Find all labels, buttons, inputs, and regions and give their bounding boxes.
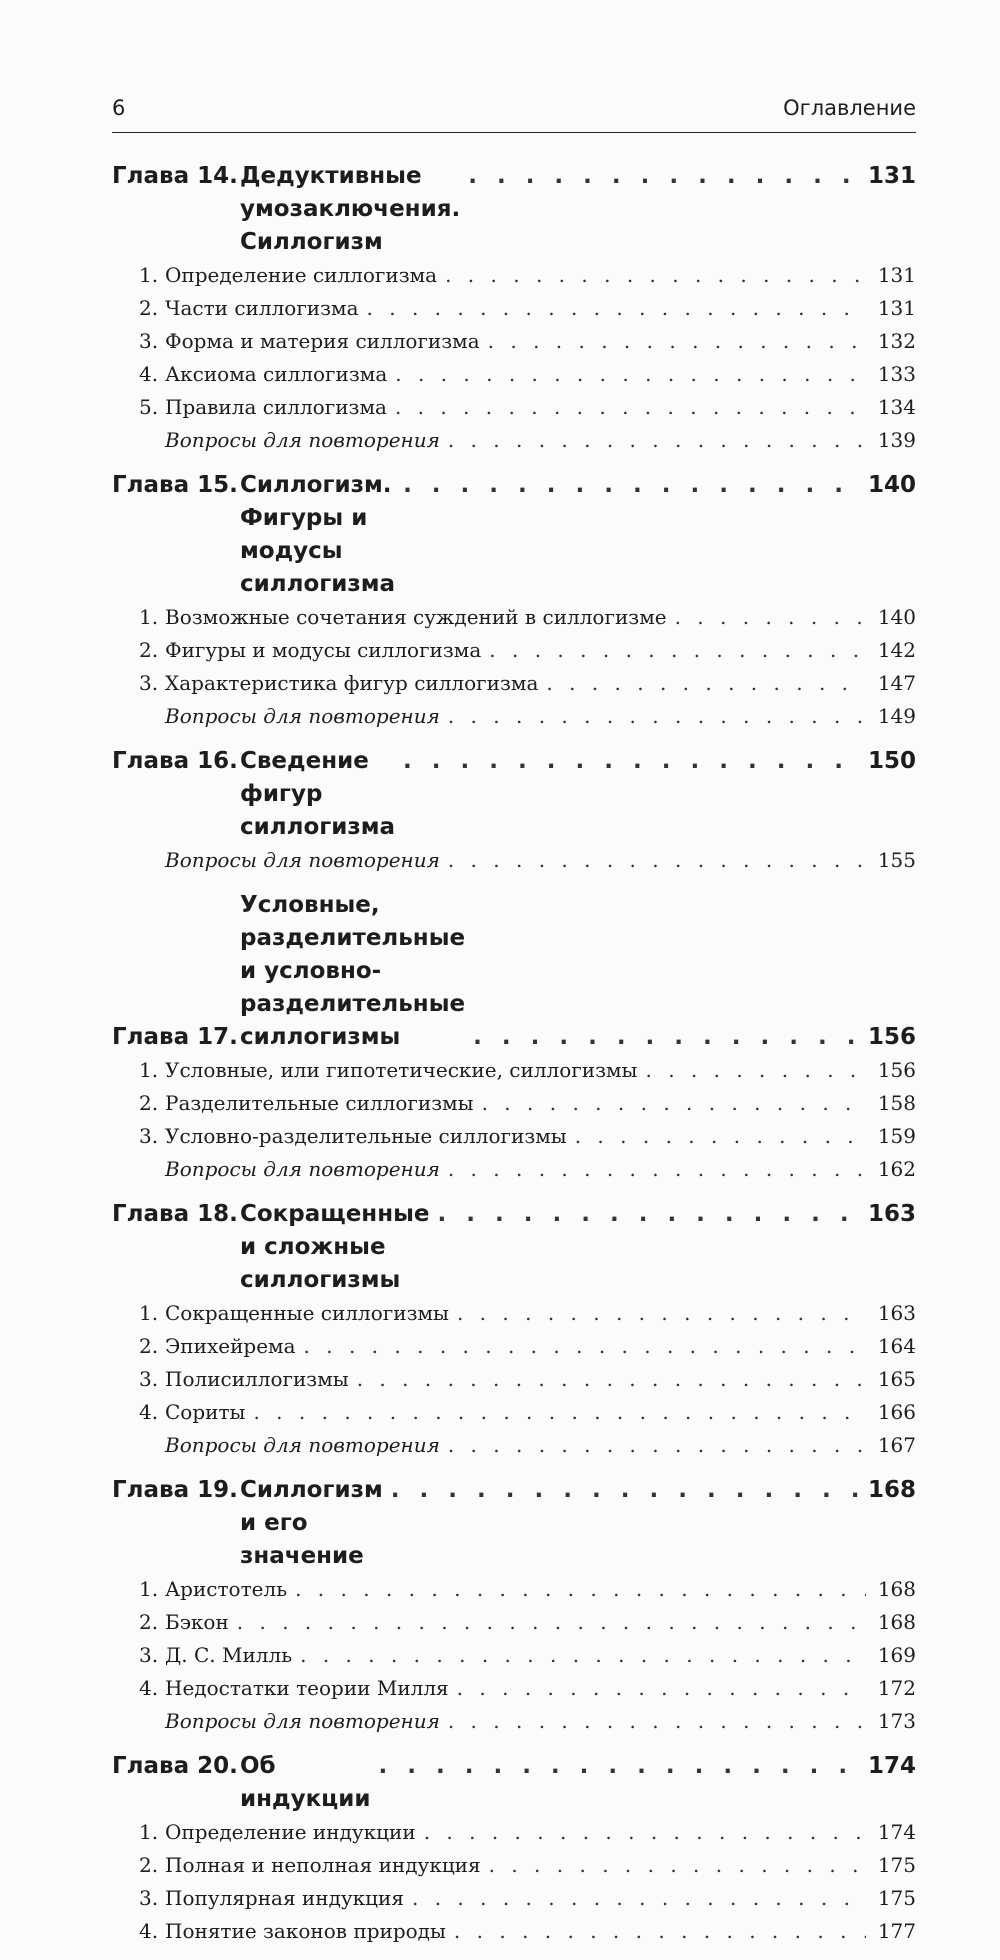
section-entry — [112, 1849, 916, 1882]
section-page-number: 142 — [877, 638, 916, 662]
chapter-heading — [112, 160, 916, 259]
chapter-section — [112, 1750, 916, 1948]
dot-leader — [367, 292, 866, 325]
dot-leader — [445, 259, 866, 292]
dot-leader — [645, 1054, 866, 1087]
section-entry — [112, 601, 916, 634]
section-title: Форма и материя силлогизма — [165, 329, 480, 353]
dot-leader — [482, 1087, 866, 1120]
chapter-section — [112, 1474, 916, 1738]
section-entry — [112, 634, 916, 667]
chapter-title: Сведение фигур силлогизма — [240, 748, 396, 840]
section-title: Определение индукции — [165, 1820, 416, 1844]
dot-leader — [403, 745, 858, 778]
section-title: Д. С. Милль — [165, 1643, 293, 1667]
section-title: Недостатки теории Милля — [165, 1676, 449, 1700]
chapter-number: Глава 14. — [112, 163, 238, 189]
section-page-number: 175 — [877, 1886, 916, 1910]
section-entry — [112, 1672, 916, 1705]
chapter-page-number: 140 — [867, 472, 916, 498]
chapter-section — [112, 745, 916, 877]
section-page-number: 164 — [877, 1334, 916, 1358]
review-questions-entry — [112, 1429, 916, 1462]
section-title: Понятие законов природы — [165, 1919, 446, 1943]
dot-leader — [448, 424, 866, 457]
section-title: Полная и неполная индукция — [165, 1853, 481, 1877]
section-title: Возможные сочетания суждений в силлогизме — [165, 605, 667, 629]
dot-leader — [489, 634, 866, 667]
chapter-title: Силлогизм. Фигуры и модусы силлогизма — [240, 472, 396, 597]
dot-leader — [237, 1606, 866, 1639]
section-entry — [112, 1639, 916, 1672]
section-page-number: 149 — [877, 704, 916, 728]
chapter-title-row — [240, 1198, 916, 1297]
section-page-number: 156 — [877, 1058, 916, 1082]
section-number: 2. — [139, 638, 159, 662]
section-number: 3. — [139, 1124, 159, 1148]
section-title: Популярная индукция — [165, 1886, 404, 1910]
section-entry — [112, 1915, 916, 1948]
section-page-number: 162 — [877, 1157, 916, 1181]
dot-leader — [437, 1198, 858, 1231]
section-page-number: 147 — [877, 671, 916, 695]
section-number: 1. — [139, 1301, 159, 1325]
section-entry — [112, 1054, 916, 1087]
section-page-number: 167 — [877, 1433, 916, 1457]
section-entry — [112, 391, 916, 424]
section-page-number: 168 — [877, 1577, 916, 1601]
section-number: 1. — [139, 605, 159, 629]
chapter-title: Об индукции — [240, 1753, 371, 1812]
chapter-page-number: 168 — [867, 1477, 916, 1503]
dot-leader — [575, 1120, 866, 1153]
dot-leader — [448, 1429, 866, 1462]
section-title: Характеристика фигур силлогизма — [165, 671, 539, 695]
review-questions-entry — [112, 700, 916, 733]
section-number: 2. — [139, 296, 159, 320]
dot-leader — [488, 325, 866, 358]
chapter-number: Глава 17. — [112, 1024, 238, 1050]
dot-leader — [457, 1297, 866, 1330]
section-title: Бэкон — [165, 1610, 229, 1634]
dot-leader — [295, 1573, 866, 1606]
section-number: 4. — [139, 362, 159, 386]
chapter-page-number: 174 — [867, 1753, 916, 1779]
chapter-number: Глава 16. — [112, 748, 238, 774]
review-questions-entry — [112, 844, 916, 877]
section-title: Вопросы для повторения — [165, 1709, 440, 1733]
dot-leader — [424, 1816, 866, 1849]
section-page-number: 155 — [877, 848, 916, 872]
chapter-title-row — [240, 1474, 916, 1573]
chapter-title: Силлогизм и его значение — [240, 1477, 383, 1569]
section-number: 2. — [139, 1091, 159, 1115]
section-entry — [112, 1882, 916, 1915]
review-questions-entry — [112, 424, 916, 457]
section-page-number: 169 — [877, 1643, 916, 1667]
section-page-number: 177 — [877, 1919, 916, 1943]
section-title: Определение силлогизма — [165, 263, 438, 287]
section-title: Вопросы для повторения — [165, 428, 440, 452]
dot-leader — [357, 1363, 866, 1396]
section-title: Условно-разделительные силлогизмы — [165, 1124, 567, 1148]
chapter-title: Сокращенные и сложные силлогизмы — [240, 1201, 430, 1293]
chapter-title: Условные, разделительные и условно-разделительные силлогизмы — [240, 892, 466, 1050]
section-page-number: 172 — [877, 1676, 916, 1700]
chapter-title-row — [240, 1750, 916, 1816]
section-entry — [112, 358, 916, 391]
section-number: 2. — [139, 1334, 159, 1358]
section-number: 4. — [139, 1400, 159, 1424]
section-entry — [112, 1816, 916, 1849]
section-entry — [112, 292, 916, 325]
dot-leader — [457, 1672, 866, 1705]
chapter-heading — [112, 469, 916, 601]
section-page-number: 158 — [877, 1091, 916, 1115]
dot-leader — [395, 358, 866, 391]
section-title: Разделительные силлогизмы — [165, 1091, 474, 1115]
running-title: Оглавление — [783, 96, 916, 120]
dot-leader — [489, 1849, 866, 1882]
table-of-contents — [112, 160, 916, 1960]
section-title: Вопросы для повторения — [165, 1157, 440, 1181]
chapter-heading — [112, 745, 916, 844]
section-entry — [112, 1363, 916, 1396]
dot-leader — [448, 1705, 866, 1738]
dot-leader — [473, 1021, 858, 1054]
chapter-page-number: 131 — [867, 163, 916, 189]
section-page-number: 139 — [877, 428, 916, 452]
section-page-number: 134 — [877, 395, 916, 419]
chapter-section — [112, 469, 916, 733]
section-title: Части силлогизма — [165, 296, 359, 320]
section-title: Сокращенные силлогизмы — [165, 1301, 449, 1325]
section-number: 3. — [139, 671, 159, 695]
dot-leader — [675, 601, 866, 634]
section-entry — [112, 1120, 916, 1153]
section-title: Сориты — [165, 1400, 246, 1424]
section-title: Полисиллогизмы — [165, 1367, 349, 1391]
section-entry — [112, 325, 916, 358]
dot-leader — [412, 1882, 866, 1915]
dot-leader — [448, 1153, 866, 1186]
dot-leader — [253, 1396, 866, 1429]
section-page-number: 173 — [877, 1709, 916, 1733]
section-entry — [112, 1297, 916, 1330]
chapter-page-number: 150 — [867, 748, 916, 774]
chapter-heading — [112, 889, 916, 1054]
chapter-page-number: 163 — [867, 1201, 916, 1227]
chapter-title-row — [240, 889, 916, 1054]
section-number: 1. — [139, 1820, 159, 1844]
section-entry — [112, 1396, 916, 1429]
section-number: 3. — [139, 1643, 159, 1667]
section-number: 3. — [139, 1367, 159, 1391]
chapter-number: Глава 19. — [112, 1477, 238, 1503]
section-number: 4. — [139, 1676, 159, 1700]
dot-leader — [304, 1330, 866, 1363]
chapter-heading — [112, 1474, 916, 1573]
chapter-number: Глава 18. — [112, 1201, 238, 1227]
section-number: 5. — [139, 395, 159, 419]
dot-leader — [454, 1915, 866, 1948]
section-number: 1. — [139, 263, 159, 287]
section-page-number: 131 — [877, 263, 916, 287]
dot-leader — [448, 844, 866, 877]
page-header — [112, 96, 916, 133]
section-page-number: 168 — [877, 1610, 916, 1634]
dot-leader — [468, 160, 858, 193]
section-page-number: 132 — [877, 329, 916, 353]
section-number: 2. — [139, 1610, 159, 1634]
chapter-title: Дедуктивные умозаключения. Силлогизм — [240, 163, 461, 255]
section-page-number: 166 — [877, 1400, 916, 1424]
section-page-number: 133 — [877, 362, 916, 386]
section-number: 2. — [139, 1853, 159, 1877]
chapter-heading — [112, 1198, 916, 1297]
section-title: Вопросы для повторения — [165, 704, 440, 728]
page-number: 6 — [112, 96, 126, 120]
section-title: Вопросы для повторения — [165, 1433, 440, 1457]
section-entry — [112, 1606, 916, 1639]
chapter-page-number: 156 — [867, 1024, 916, 1050]
section-title: Условные, или гипотетические, силлогизмы — [165, 1058, 638, 1082]
section-page-number: 140 — [877, 605, 916, 629]
section-number: 3. — [139, 329, 159, 353]
section-number: 3. — [139, 1886, 159, 1910]
section-title: Правила силлогизма — [165, 395, 387, 419]
dot-leader — [395, 391, 866, 424]
section-title: Аристотель — [165, 1577, 288, 1601]
chapter-section — [112, 1198, 916, 1462]
review-questions-entry — [112, 1153, 916, 1186]
section-page-number: 165 — [877, 1367, 916, 1391]
chapter-title-row — [240, 745, 916, 844]
chapter-number: Глава 20. — [112, 1753, 238, 1779]
section-entry — [112, 1330, 916, 1363]
dot-leader — [448, 700, 866, 733]
chapter-number: Глава 15. — [112, 472, 238, 498]
chapter-section — [112, 889, 916, 1186]
section-page-number: 159 — [877, 1124, 916, 1148]
dot-leader — [546, 667, 866, 700]
section-number: 1. — [139, 1577, 159, 1601]
section-page-number: 174 — [877, 1820, 916, 1844]
section-entry — [112, 667, 916, 700]
section-title: Аксиома силлогизма — [165, 362, 388, 386]
dot-leader — [378, 1750, 858, 1783]
dot-leader — [403, 469, 858, 502]
section-number: 4. — [139, 1919, 159, 1943]
chapter-title-row — [240, 469, 916, 601]
chapter-title-row — [240, 160, 916, 259]
review-questions-entry — [112, 1705, 916, 1738]
section-title: Эпихейрема — [165, 1334, 296, 1358]
section-entry — [112, 1087, 916, 1120]
section-title: Фигуры и модусы силлогизма — [165, 638, 482, 662]
dot-leader — [391, 1474, 858, 1507]
dot-leader — [300, 1639, 866, 1672]
section-title: Вопросы для повторения — [165, 848, 440, 872]
section-number: 1. — [139, 1058, 159, 1082]
chapter-heading — [112, 1750, 916, 1816]
section-page-number: 163 — [877, 1301, 916, 1325]
section-entry — [112, 259, 916, 292]
chapter-section — [112, 160, 916, 457]
section-entry — [112, 1573, 916, 1606]
section-page-number: 131 — [877, 296, 916, 320]
section-page-number: 175 — [877, 1853, 916, 1877]
